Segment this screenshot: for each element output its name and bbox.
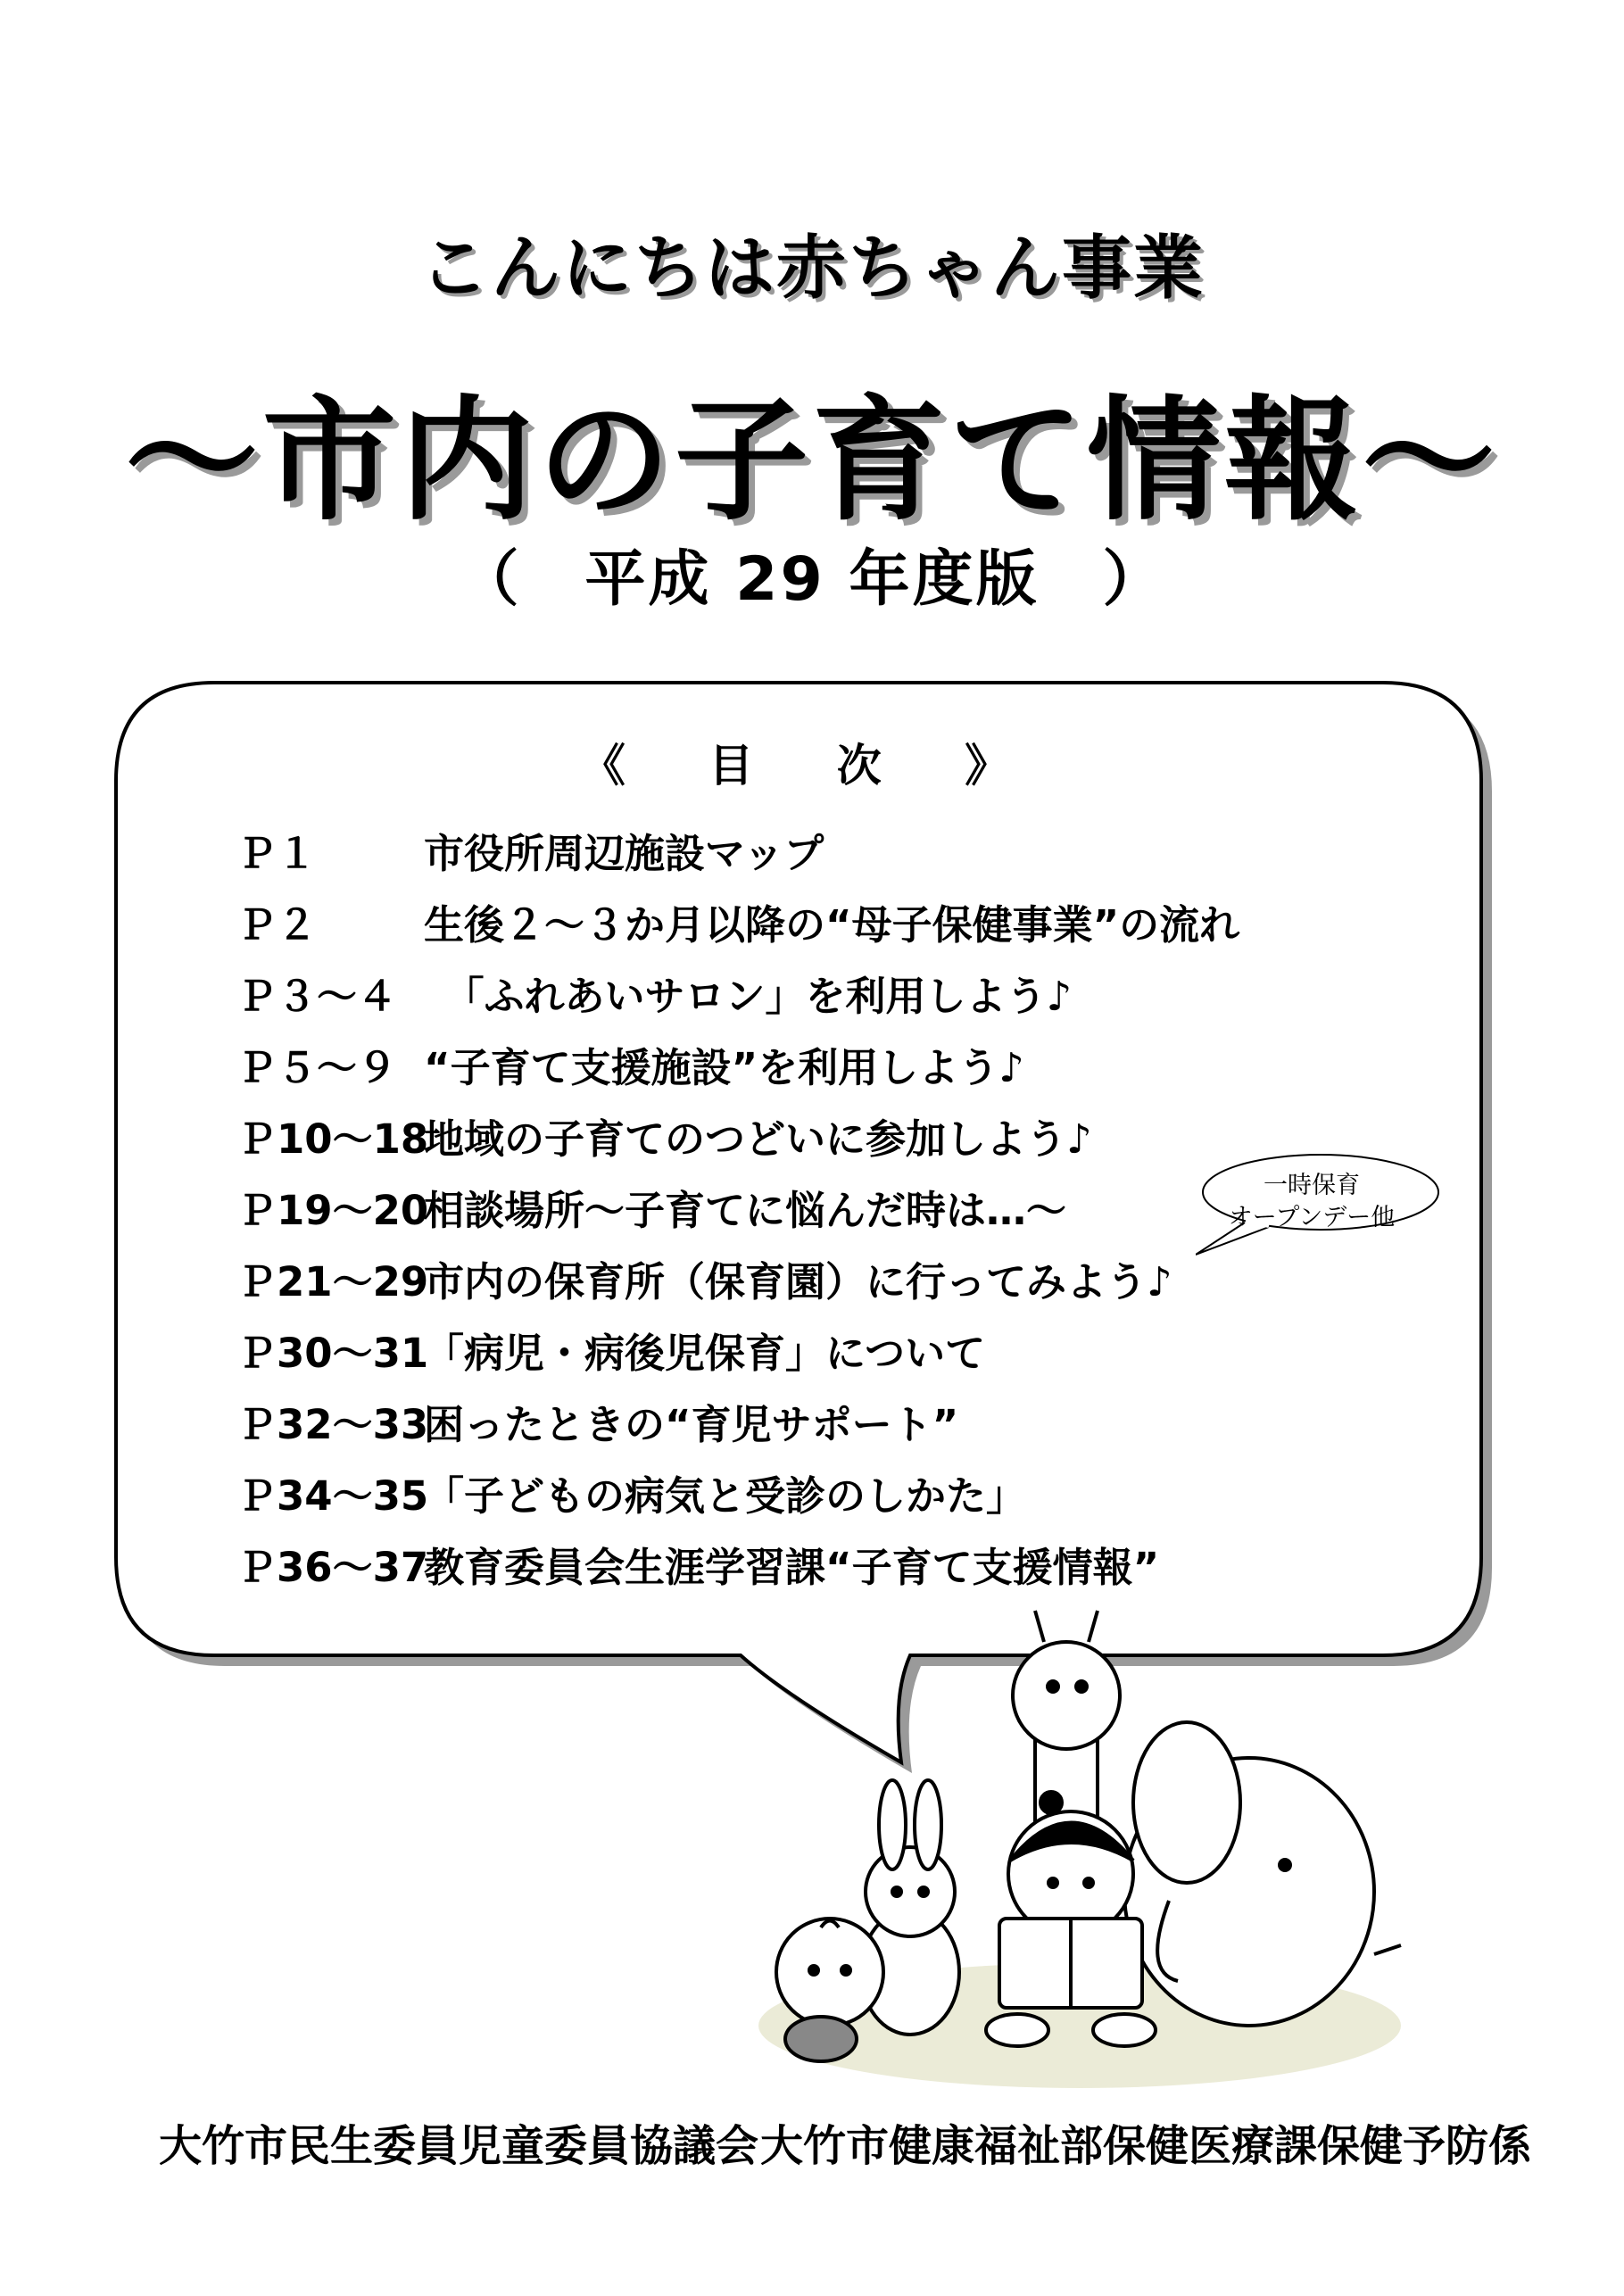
toc-page-number: Ｐ21～29 — [236, 1258, 429, 1305]
edition-label: （ 平成 29 年度版 ） — [458, 544, 1166, 615]
toc-item-label: 市内の保育所（保育園）に行ってみよう♪ — [424, 1258, 1172, 1305]
toc-page-number: Ｐ３～４ — [236, 973, 398, 1020]
toc-item-label: “子育て支援施設”を利用しよう♪ — [424, 1044, 1024, 1091]
toc-item-label: 「ふれあいサロン」を利用しよう♪ — [424, 973, 1073, 1020]
toc-item-label: 困ったときの“育児サポート” — [424, 1401, 959, 1448]
toc-item-label: 相談場所～子育てに悩んだ時は…～ — [424, 1187, 1067, 1234]
footer-right-org: 大竹市健康福祉部保健医療課保健予防係 — [760, 2121, 1532, 2171]
toc-page-number: Ｐ36～37 — [236, 1544, 429, 1591]
toc-page-number: Ｐ５～９ — [236, 1044, 398, 1091]
toc-page-number: Ｐ19～20 — [236, 1187, 429, 1234]
elephant-figure — [1124, 1722, 1401, 2026]
toc-item-label: 教育委員会生涯学習課“子育て支援情報” — [424, 1544, 1160, 1591]
note-line-1: 一時保育 — [1264, 1172, 1360, 1199]
toc-page-number: Ｐ34～35 — [236, 1472, 429, 1520]
subtitle-heading: こんにちは赤ちゃん事業 — [418, 228, 1205, 309]
page-title: ～市内の子育て情報～ — [124, 384, 1499, 539]
toc-page-number: Ｐ32～33 — [236, 1401, 429, 1448]
toc-item-label: 「子どもの病気と受診のしかた」 — [424, 1472, 1027, 1520]
toc-page-number: Ｐ10～18 — [236, 1115, 429, 1163]
toc-page-number: Ｐ30～31 — [236, 1330, 429, 1377]
toc-item-label: 市役所周辺施設マップ — [424, 830, 824, 877]
note-text — [1196, 1170, 1428, 1234]
footer-left-org: 大竹市民生委員児童委員協議会 — [159, 2121, 759, 2171]
toc-page-number: Ｐ２ — [236, 901, 318, 949]
animal-illustration — [750, 1597, 1410, 2097]
toc-item-label: 地域の子育てのつどいに参加しよう♪ — [424, 1115, 1092, 1163]
toc-item-label: 「病児・病後児保育」について — [424, 1330, 986, 1377]
toc-heading: 《 目 次 》 — [580, 740, 1044, 792]
toc-item-label: 生後２～３か月以降の“母子保健事業”の流れ — [424, 901, 1240, 949]
toc-page-number: Ｐ１ — [236, 830, 318, 877]
note-line-2: オープンデー他 — [1228, 1204, 1396, 1231]
